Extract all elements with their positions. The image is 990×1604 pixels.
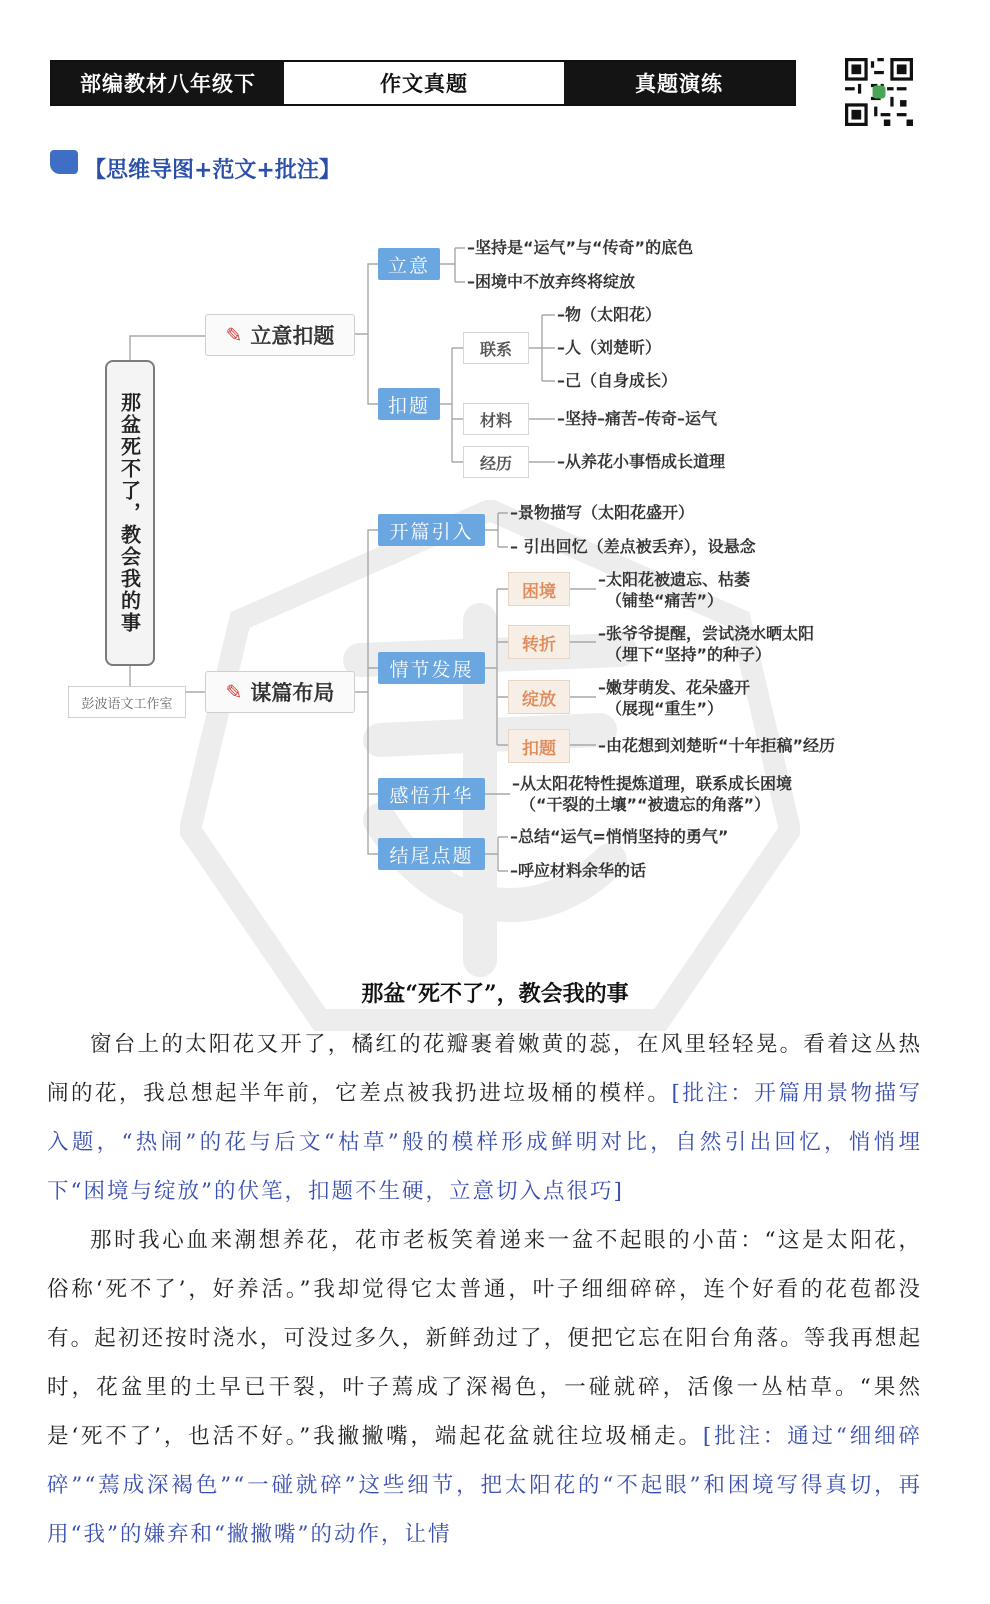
node-liyi: 立意 [378,248,440,280]
branch-liyi-kouti: ✎ 立意扣题 [205,314,355,356]
article-paragraph-2 [47,1216,922,1559]
header-bar [50,60,796,106]
leaf-kouti-plot: –由花想到刘楚昕“十年拒稿”经历 [598,736,836,755]
node-lianxi: 联系 [463,332,529,364]
article-paragraph-1 [47,1020,922,1216]
node-zhanfang: 绽放 [508,680,570,714]
leaf-ganwu-1: –从太阳花特性提炼道理，联系成长困境 [512,774,793,793]
qr-code-icon [845,58,913,126]
leaf-zhanfang-1: –嫩芽萌发、花朵盛开 [598,678,751,697]
section-heading [50,148,341,188]
pencil-icon: ✎ [225,680,243,704]
leaf-kaipian-2: – 引出回忆（差点被丢弃），设悬念 [510,537,756,556]
header-grade: 部编教材八年级下 [52,62,284,104]
leaf-ganwu-2: （“干裂的土壤”“被遗忘的角落”） [520,795,771,814]
paragraph-2-text: 那时我心血来潮想养花，花市老板笑着递来一盆不起眼的小苗：“这是太阳花，俗称‘死不了’，好养活。”我却觉得它太普通，叶子细细碎碎，连个好看的花苞都没有。起初还按时浇水，可没过多久，新鲜劲过了，便把它忘在阳台角落。等我再想起时，花盆里的土早已干裂，叶子蔫成了深褐色，一碰就碎，活像一丛枯草。“果然是‘死不了’，也活不好。”我撇撇嘴，端起花盆就往垃圾桶走。 [47,1228,922,1449]
node-jingli: 经历 [463,446,529,478]
paragraph-1-annotation: [批注：开篇用景物描写入题，“热闹”的花与后文“枯草”般的模样形成鲜明对比，自然引出回忆，悄悄埋下“困境与绽放”的伏笔，扣题不生硬，立意切入点很巧] [47,1081,922,1204]
pencil-icon: ✎ [225,323,243,347]
header-topic: 作文真题 [284,62,564,104]
leaf-liyi-2: –困境中不放弃终将绽放 [467,272,636,291]
leaf-kunjing-1: –太阳花被遗忘、枯萎 [598,570,751,589]
article-title: 那盆“死不了”，教会我的事 [361,981,629,1007]
node-kouti: 扣题 [378,388,440,420]
leaf-lianxi-1: –物（太阳花） [557,305,662,324]
leaf-zhanfang-2: （展现“重生”） [606,699,724,718]
bookmark-icon [50,150,78,174]
mind-map-root: 那盆死不了，教会我的事 [105,360,155,666]
leaf-jingli: –从养花小事悟成长道理 [557,452,726,471]
leaf-jiewei-1: –总结“运气=悄悄坚持的勇气” [510,827,729,846]
paragraph-2-annotation: [批注：通过“细细碎碎”“蔫成深褐色”“一碰就碎”这些细节，把太阳花的“不起眼”和困境写得真切，再用“我”的嫌弃和“撇撇嘴”的动作，让情 [47,1424,922,1547]
leaf-kunjing-2: （铺垫“痛苦”） [606,591,724,610]
node-kaipian: 开篇引入 [378,514,485,546]
leaf-jiewei-2: –呼应材料余华的话 [510,861,647,880]
node-cailiao: 材料 [463,403,529,435]
leaf-lianxi-3: –己（自身成长） [557,371,678,390]
leaf-zhuanzhe-2: （埋下“坚持”的种子） [606,645,772,664]
node-jiewei: 结尾点题 [378,838,485,870]
node-kouti-plot: 扣题 [508,729,570,763]
leaf-cailiao: –坚持–痛苦–传奇–运气 [557,409,718,428]
leaf-kaipian-1: –景物描写（太阳花盛开） [510,503,695,522]
node-ganwu: 感悟升华 [378,778,485,810]
leaf-lianxi-2: –人（刘楚昕） [557,338,662,357]
node-zhuanzhe: 转折 [508,625,570,659]
branch-moupian-buju: ✎ 谋篇布局 [205,671,355,713]
section-heading-text: 【思维导图+范文+批注】 [84,157,341,183]
leaf-liyi-1: –坚持是“运气”与“传奇”的底色 [467,238,694,257]
header-practice: 真题演练 [564,62,794,104]
node-kunjing: 困境 [508,572,570,606]
studio-label: 彭波语文工作室 [68,686,186,718]
node-qingjie: 情节发展 [378,652,485,684]
paragraph-1-text: 窗台上的太阳花又开了，橘红的花瓣裹着嫩黄的蕊，在风里轻轻晃。看着这丛热闹的花，我总想起半年前，它差点被我扔进垃圾桶的模样。 [47,1032,922,1106]
leaf-zhuanzhe-1: –张爷爷提醒，尝试浇水晒太阳 [598,624,815,643]
mind-map [0,200,990,920]
